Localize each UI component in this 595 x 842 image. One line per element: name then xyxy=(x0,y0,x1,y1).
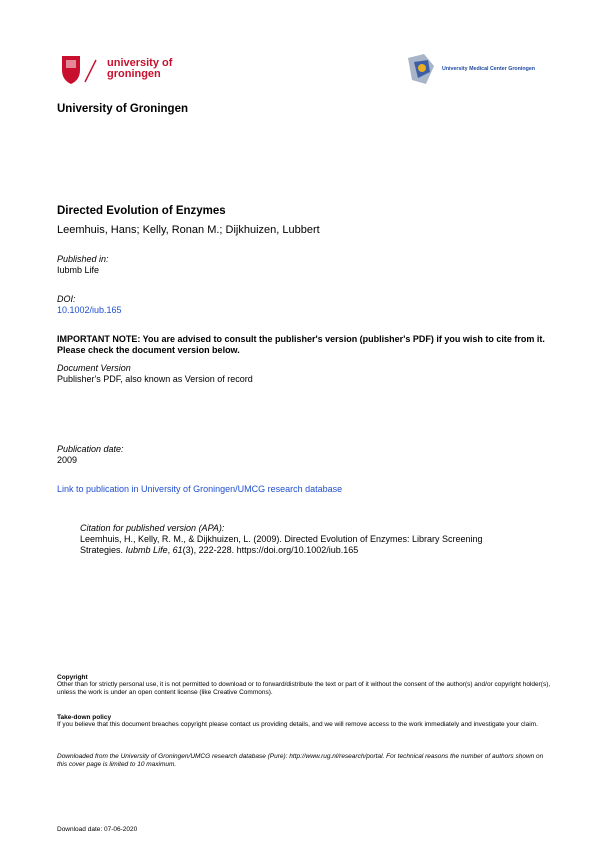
citation-volume: 61 xyxy=(172,545,183,555)
document-version-value: Publisher's PDF, also known as Version of record xyxy=(57,374,253,384)
document-title: Directed Evolution of Enzymes xyxy=(57,205,226,217)
downloaded-note: Downloaded from the University of Groningen/UMCG research database (Pure): http://www.rug.nl/research/portal. For technical reasons the number of authors shown on this cover page is limited to 10 maximum. xyxy=(57,753,544,768)
umcg-emblem-icon xyxy=(404,52,440,88)
rug-logo-line2: groningen xyxy=(107,68,161,80)
rug-logo xyxy=(58,52,178,88)
umcg-logo-name: University Medical Center Groningen xyxy=(442,66,536,72)
copyright-text: Other than for strictly personal use, it is not permitted to download or to forward/distribute the text or part of it without the consent of the author(s) and/or copyright holder(s), unless the work is under an open content license (like Creative Commons). xyxy=(57,681,551,696)
takedown-heading: Take-down policy xyxy=(57,714,112,721)
publication-date-section xyxy=(57,444,124,466)
publication-link[interactable]: Link to publication in University of Groningen/UMCG research database xyxy=(57,484,343,494)
citation-label: Citation for published version (APA): xyxy=(80,523,225,533)
citation-line2: Strategies. Iubmb Life, 61(3), 222-228. https://doi.org/10.1002/iub.165 xyxy=(80,545,359,555)
citation-block xyxy=(80,523,540,556)
document-version-label: Document Version xyxy=(57,363,131,373)
doi-label: DOI: xyxy=(57,294,76,304)
doi-section xyxy=(57,294,122,315)
rug-crest-icon xyxy=(58,52,98,88)
rug-logo-line1: university of xyxy=(107,57,173,69)
copyright-section xyxy=(57,674,552,697)
document-version-section xyxy=(57,363,253,385)
publication-date-label: Publication date: xyxy=(57,444,124,454)
institution-name: University of Groningen xyxy=(57,103,188,115)
copyright-heading: Copyright xyxy=(57,674,88,681)
citation-pages-doi: (3), 222-228. https://doi.org/10.1002/iub.165 xyxy=(182,545,359,555)
authors: Leemhuis, Hans; Kelly, Ronan M.; Dijkhuizen, Lubbert xyxy=(57,224,320,236)
takedown-text: If you believe that this document breaches copyright please contact us providing details, and we will remove access to the work immediately and investigate your claim. xyxy=(57,721,538,728)
publication-date-value: 2009 xyxy=(57,455,78,465)
citation-title-end: Strategies. xyxy=(80,545,124,555)
citation-line1: Leemhuis, H., Kelly, R. M., & Dijkhuizen, L. (2009). Directed Evolution of Enzymes: Library Screening xyxy=(80,534,483,544)
published-in-value: Iubmb Life xyxy=(57,265,100,275)
doi-link[interactable]: 10.1002/iub.165 xyxy=(57,305,122,315)
umcg-logo xyxy=(404,52,544,88)
published-in-section xyxy=(57,254,109,276)
takedown-section xyxy=(57,714,552,729)
important-note: IMPORTANT NOTE: You are advised to consult the publisher's version (publisher's PDF) if you wish to cite from it. Please check the document version below. xyxy=(57,334,545,355)
download-date: Download date: 07-06-2020 xyxy=(57,826,138,833)
citation-journal: Iubmb Life xyxy=(125,545,168,555)
published-in-label: Published in: xyxy=(57,254,109,264)
